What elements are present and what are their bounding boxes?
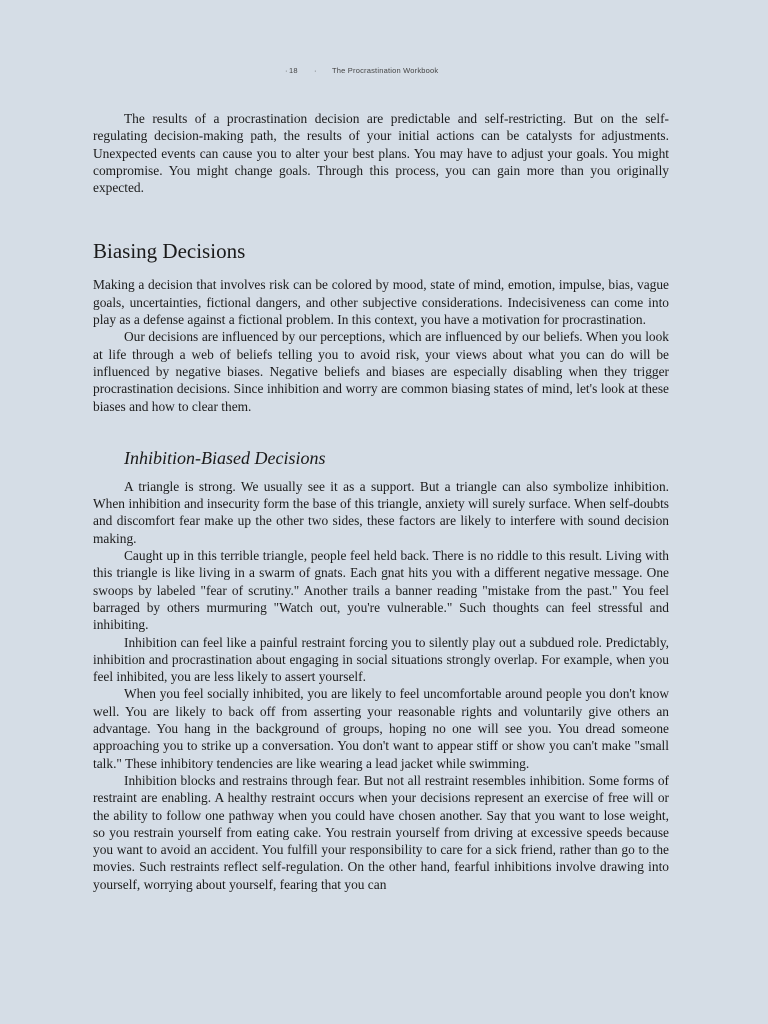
subsection-paragraph: Caught up in this terrible triangle, people feel held back. There is no riddle to this result. Living with this triangle is like living in a swarm of gnats. Each gnat hits you with a different negative message. One swoops by labeled "fear of scrutiny." Another trails a banner reading "mistake from the past." You feel barraged by others murmuring "Watch out, you're vulnerable." Such thoughts can feel stressful and inhibiting.	[93, 548, 669, 633]
running-head-separator: ·	[314, 66, 317, 75]
page-number: 18	[289, 66, 298, 75]
page-body	[93, 110, 669, 893]
subsection-paragraph: When you feel socially inhibited, you are likely to feel uncomfortable around people you don't know well. You are likely to back off from asserting your reasonable rights and voluntarily give others an advantage. You hang in the background of groups, hoping no one will see you. You dread someone approaching you to strike up a conversation. You don't want to appear stiff or show you can't make "small talk." These inhibitory tendencies are like wearing a lead jacket while swimming.	[93, 686, 669, 771]
subsection-paragraph: A triangle is strong. We usually see it as a support. But a triangle can also symbolize inhibition. When inhibition and insecurity form the base of this triangle, anxiety will surely surface. When self-doubts and discomfort fear make up the other two sides, these factors are likely to interfere with sound decision making.	[93, 478, 669, 546]
section-paragraph: Our decisions are influenced by our perceptions, which are influenced by our beliefs. When you look at life through a web of beliefs telling you to avoid risk, your views about what you can do will be influenced by negative biases. Negative beliefs and biases are especially disabling when they trigger procrastination decisions. Since inhibition and worry are common biasing states of mind, let's look at these biases and how to clear them.	[93, 329, 669, 414]
section-paragraph: Making a decision that involves risk can be colored by mood, state of mind, emotion, impulse, bias, vague goals, uncertainties, fictional dangers, and other subjective considerations. Indecisiveness can come into play as a defense against a fictional problem. In this context, you have a motivation for procrastination.	[93, 277, 669, 328]
subsection-heading: Inhibition-Biased Decisions	[124, 447, 326, 468]
subsection-paragraph: Inhibition can feel like a painful restraint forcing you to silently play out a subdued role. Predictably, inhibition and procrastination about engaging in social situations strongly overlap. For example, when you feel inhibited, you are less likely to assert yourself.	[93, 634, 669, 685]
section-heading: Biasing Decisions	[93, 239, 246, 264]
running-head-separator: ·	[285, 66, 288, 75]
book-title: The Procrastination Workbook	[332, 66, 439, 75]
subsection-paragraph: Inhibition blocks and restrains through fear. But not all restraint resembles inhibition. Some forms of restraint are enabling. A healthy restraint occurs when your decisions represent an exercise of free will or the ability to follow one pathway when you could have chosen another. Say that you want to lose weight, so you restrain yourself from eating cake. You restrain yourself from driving at excessive speeds because you want to avoid an accident. You fulfill your responsibility to care for a sick friend, rather than go to the movies. Such restraints reflect self-regulation. On the other hand, fearful inhibitions involve drawing into yourself, worrying about yourself, fearing that you can	[93, 772, 669, 892]
intro-paragraph: The results of a procrastination decision are predictable and self-restricting. But on the self-regulating decision-making path, the results of your initial actions can be catalysts for adjustments. Unexpected events can cause you to alter your best plans. You may have to adjust your goals. You might compromise. You might change goals. Through this process, you can gain more than you originally expected.	[93, 111, 669, 196]
